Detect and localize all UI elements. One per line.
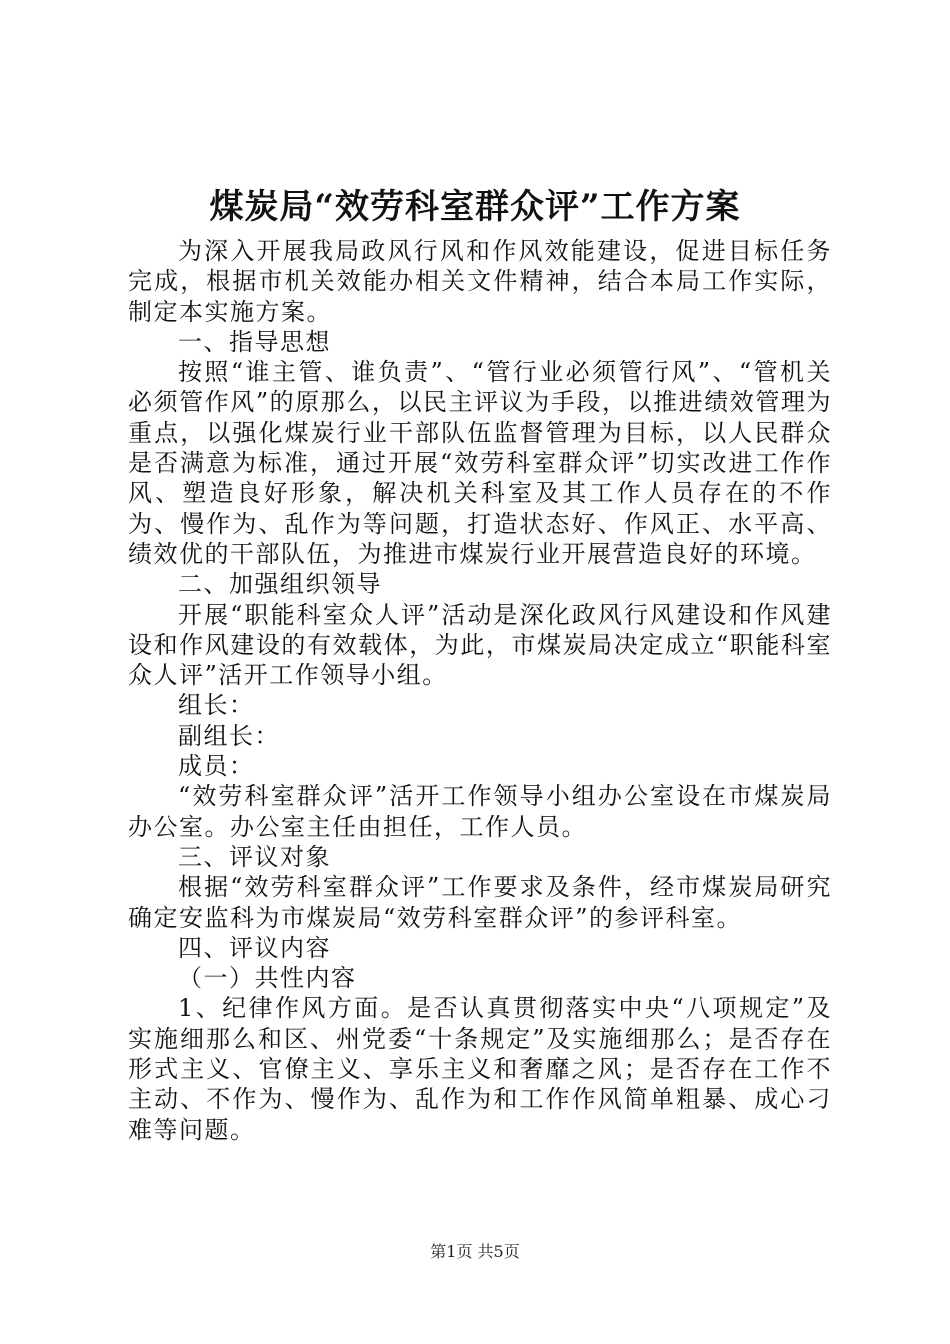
document-title: 煤炭局“效劳科室群众评”工作方案: [209, 187, 741, 227]
paragraph: 按照“谁主管、谁负责”、“管行业必须管行风”、“管机关必须管作风”的原那么，以民主评议为手段，以推进绩效管理为重点，以强化煤炭行业干部队伍监督管理为目标，以人民群众是否满意为标准，通过开展“效劳科室群众评”切实改进工作作风、塑造良好形象，解决机关科室及其工作人员存在的不作为、慢作为、乱作为等问题，打造状态好、作风正、水平高、绩效优的干部队伍，为推进市煤炭行业开展营造良好的环境。: [128, 358, 832, 568]
paragraph: “效劳科室群众评”活开工作领导小组办公室设在市煤炭局办公室。办公室主任由担任，工作人员。: [128, 782, 832, 841]
paragraph: 根据“效劳科室群众评”工作要求及条件，经市煤炭局研究确定安监科为市煤炭局“效劳科室群众评”的参评科室。: [128, 873, 832, 932]
section-heading: 二、加强组织领导: [178, 570, 382, 599]
section-heading: 一、指导思想: [178, 327, 331, 356]
subsection-heading: （一）共性内容: [178, 964, 357, 993]
section-heading: 三、评议对象: [178, 842, 331, 871]
paragraph: 1、纪律作风方面。是否认真贯彻落实中央“八项规定”及实施细那么和区、州党委“十条规定”及实施细那么；是否存在形式主义、官僚主义、享乐主义和奢靡之风；是否存在工作不主动、不作为、慢作为、乱作为和工作作风简单粗暴、成心刁难等问题。: [128, 994, 832, 1144]
paragraph: 开展“职能科室众人评”活动是深化政风行风建设和作风建设和作风建设的有效载体，为此，市煤炭局决定成立“职能科室众人评”活开工作领导小组。: [128, 600, 832, 690]
deputy-leader-line: 副组长：: [178, 721, 280, 750]
page-number-footer: 第1页 共5页: [430, 1242, 520, 1261]
members-line: 成员：: [178, 752, 255, 781]
intro-paragraph: 为深入开展我局政风行风和作风效能建设，促进目标任务完成，根据市机关效能办相关文件精神，结合本局工作实际，制定本实施方案。: [128, 237, 832, 326]
document-body: [128, 236, 832, 1145]
section-heading: 四、评议内容: [178, 933, 331, 962]
group-leader-line: 组长：: [178, 691, 255, 720]
